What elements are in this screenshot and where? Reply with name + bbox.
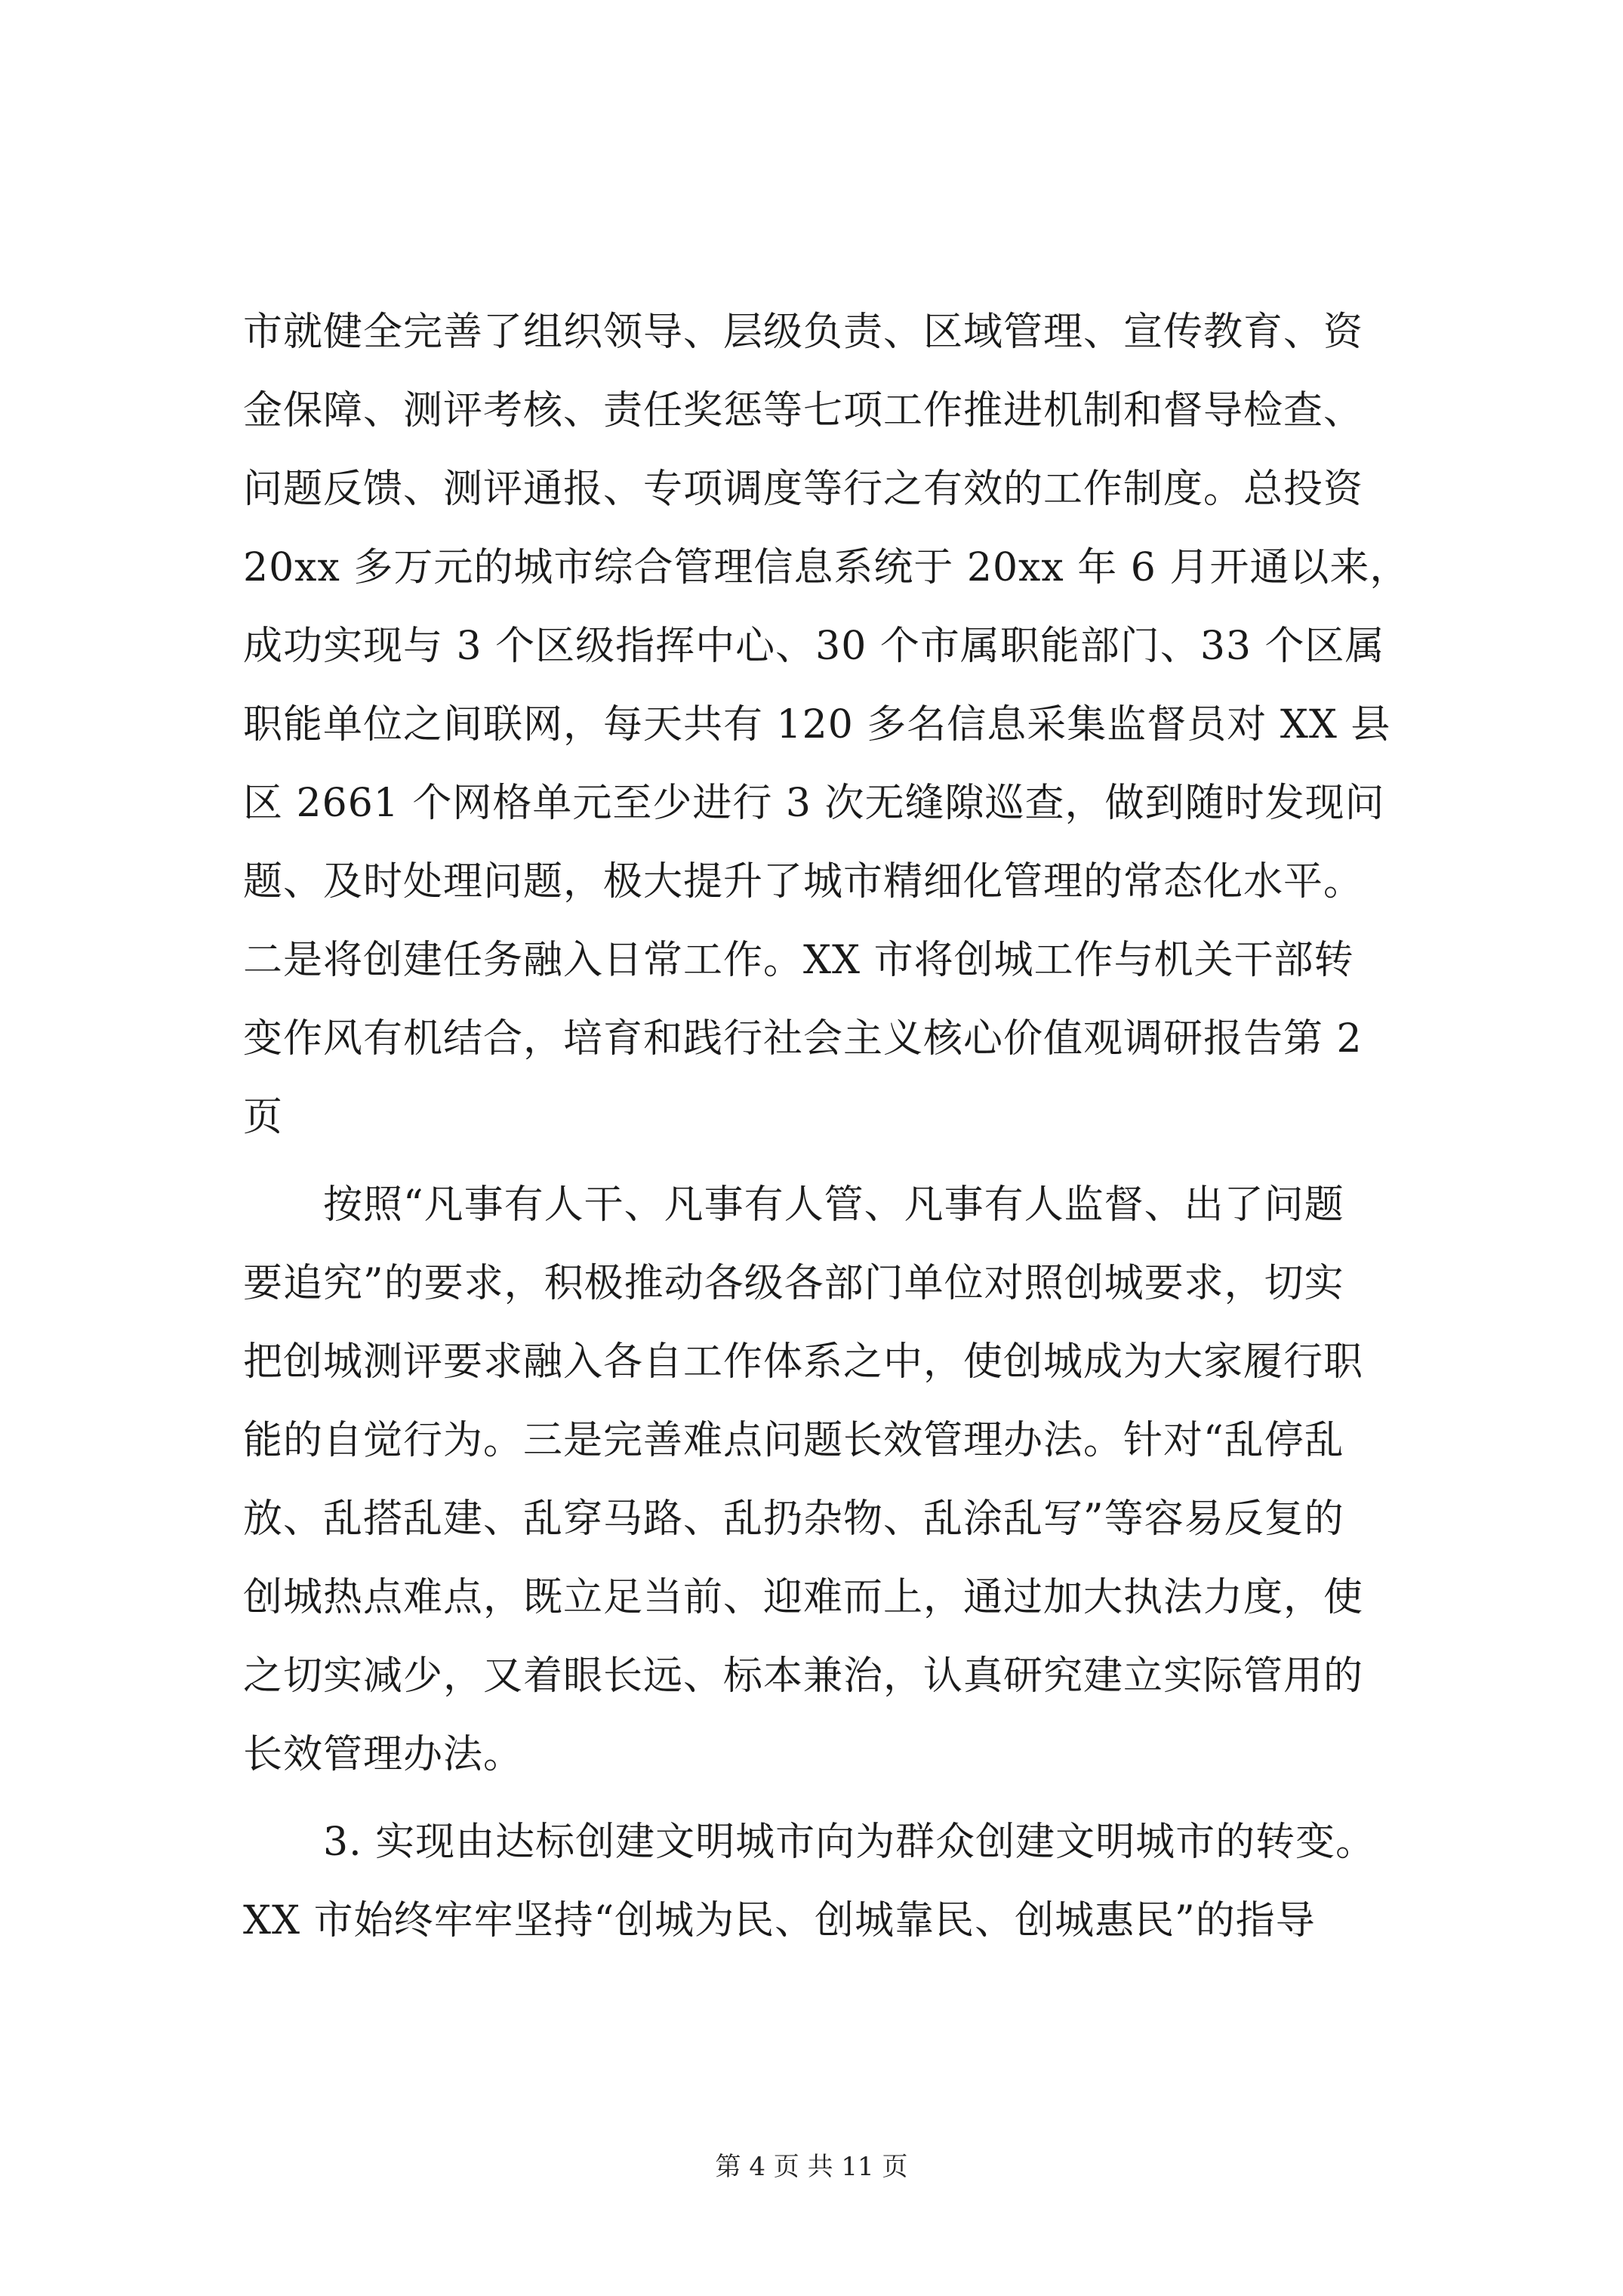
text-line: 之切实减少，又着眼长远、标本兼治，认真研究建立实际管用的 — [243, 1653, 1364, 1699]
text-line: 长效管理办法。 — [243, 1732, 524, 1777]
text-line: 二是将创建任务融入日常工作。XX 市将创城工作与机关干部转 — [243, 938, 1354, 983]
paragraph-1 — [243, 293, 1421, 1157]
text-line: 区 2661 个网格单元至少进行 3 次无缝隙巡查，做到随时发现问 — [243, 781, 1385, 826]
text-line: 要追究”的要求，积极推动各级各部门单位对照创城要求，切实 — [243, 1261, 1344, 1306]
text-line: 3. 实现由达标创建文明城市向为群众创建文明城市的转变。 — [243, 1820, 1376, 1865]
document-body — [243, 293, 1421, 1960]
text-line: 20xx 多万元的城市综合管理信息系统于 20xx 年 6 月开通以来， — [243, 545, 1410, 590]
paragraph-3 — [243, 1803, 1421, 1960]
page-footer: 第 4 页 共 11 页 — [715, 2152, 908, 2182]
paragraph-2 — [243, 1166, 1421, 1794]
text-line: 放、乱搭乱建、乱穿马路、乱扔杂物、乱涂乱写”等容易反复的 — [243, 1496, 1344, 1542]
text-line: 页 — [243, 1095, 284, 1140]
text-line: 职能单位之间联网，每天共有 120 多名信息采集监督员对 XX 县 — [243, 702, 1391, 747]
text-line: 创城热点难点，既立足当前、迎难而上，通过加大执法力度，使 — [243, 1575, 1364, 1620]
paragraph-gap — [243, 1157, 1421, 1166]
paragraph-gap — [243, 1794, 1421, 1803]
text-line: 能的自觉行为。三是完善难点问题长效管理办法。针对“乱停乱 — [243, 1418, 1344, 1463]
text-line: 按照“凡事有人干、凡事有人管、凡事有人监督、出了问题 — [243, 1182, 1344, 1228]
text-line: 题、及时处理问题，极大提升了城市精细化管理的常态化水平。 — [243, 859, 1364, 905]
text-line: 变作风有机结合，培育和践行社会主义核心价值观调研报告第 2 — [243, 1016, 1363, 1062]
text-line: XX 市始终牢牢坚持“创城为民、创城靠民、创城惠民”的指导 — [243, 1898, 1316, 1943]
text-line: 市就健全完善了组织领导、层级负责、区域管理、宣传教育、资 — [243, 310, 1364, 355]
text-line: 问题反馈、测评通报、专项调度等行之有效的工作制度。总投资 — [243, 467, 1364, 512]
text-line: 金保障、测评考核、责任奖惩等七项工作推进机制和督导检查、 — [243, 388, 1364, 433]
text-line: 成功实现与 3 个区级指挥中心、30 个市属职能部门、33 个区属 — [243, 624, 1385, 669]
text-line: 把创城测评要求融入各自工作体系之中，使创城成为大家履行职 — [243, 1339, 1364, 1385]
